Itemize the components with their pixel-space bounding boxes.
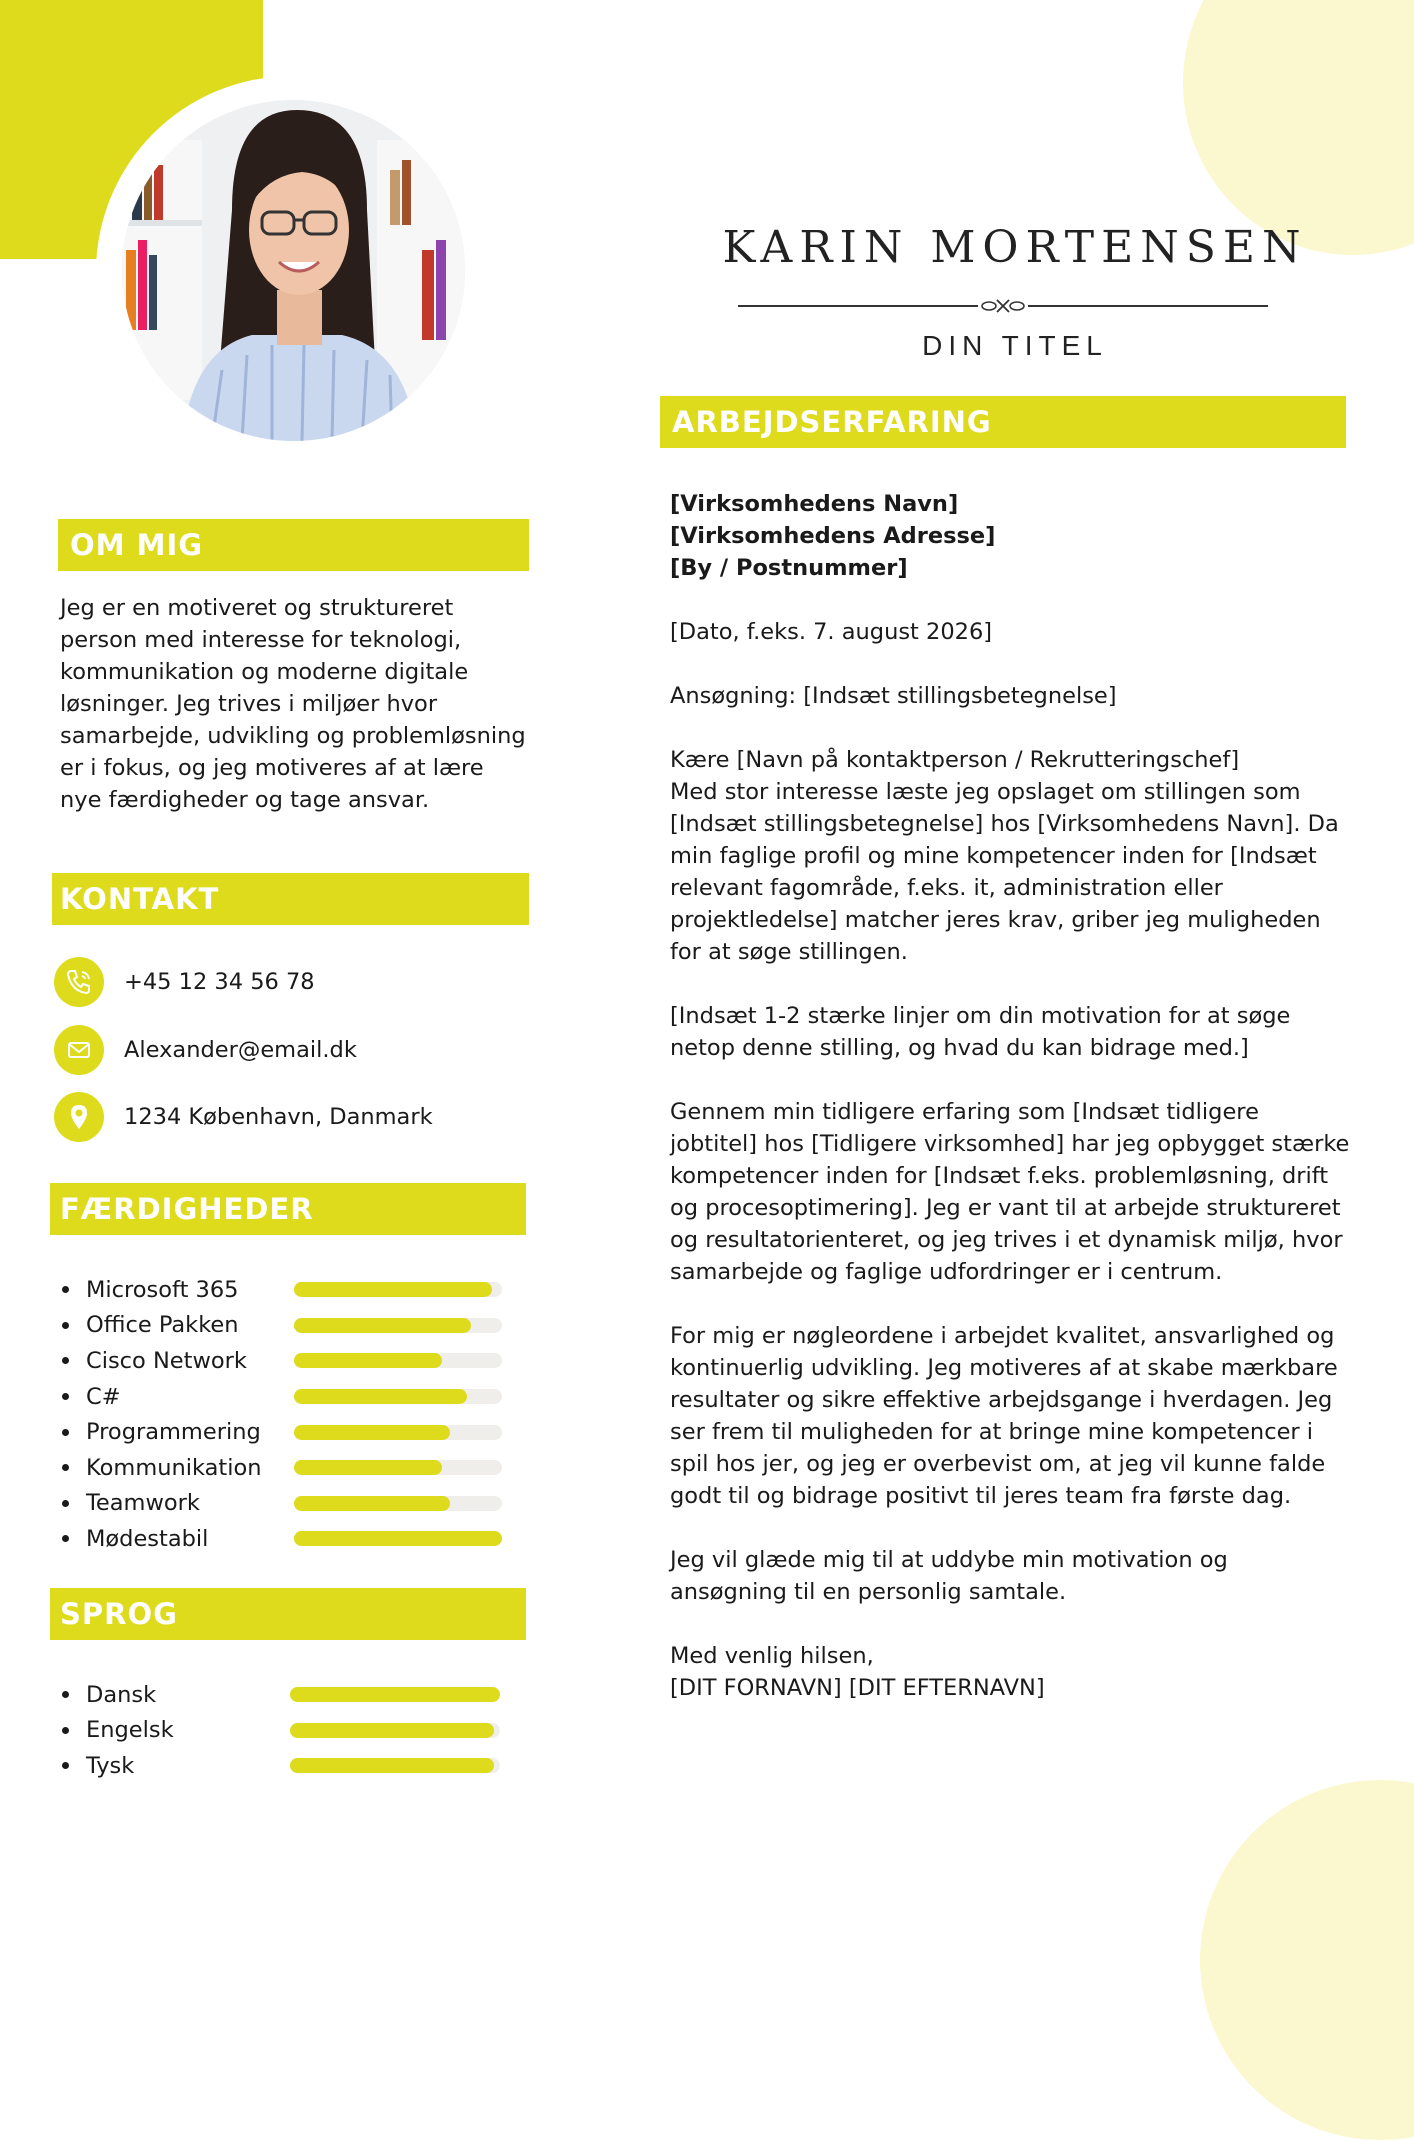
bullet-icon xyxy=(62,1535,69,1542)
person-name: KARIN MORTENSEN xyxy=(722,222,1308,273)
corner-decoration-circle-bottom xyxy=(1200,1780,1414,2140)
contact-email-text: Alexander@email.dk xyxy=(124,1037,357,1063)
language-level-fill xyxy=(290,1758,494,1773)
phone-icon xyxy=(54,957,104,1007)
skills-list xyxy=(58,1272,508,1557)
skill-label: Kommunikation xyxy=(86,1454,262,1481)
language-item xyxy=(58,1677,508,1713)
letter-company-block: [Virksomhedens Navn] [Virksomhedens Adresse] [By / Postnummer] xyxy=(670,491,996,581)
skill-level-bar xyxy=(294,1531,502,1546)
bullet-icon xyxy=(62,1357,69,1364)
language-item xyxy=(58,1713,508,1749)
bullet-icon xyxy=(62,1500,69,1507)
skill-item xyxy=(58,1379,508,1415)
section-header-about: OM MIG xyxy=(58,519,529,571)
skill-item xyxy=(58,1308,508,1344)
letter-paragraph-2: [Indsæt 1-2 stærke linjer om din motivation for at søge netop denne stilling, og hvad du kan bidrage med.] xyxy=(670,1003,1291,1061)
language-level-bar xyxy=(290,1758,500,1773)
envelope-icon xyxy=(54,1025,104,1075)
letter-subject: Ansøgning: [Indsæt stillingsbetegnelse] xyxy=(670,683,1117,709)
person-title: DIN TITEL xyxy=(922,330,1108,361)
cover-letter xyxy=(670,488,1350,1736)
languages-list xyxy=(58,1677,508,1784)
skill-level-bar xyxy=(294,1496,502,1511)
skill-level-fill xyxy=(294,1496,450,1511)
letter-paragraph-5: Jeg vil glæde mig til at uddybe min motivation og ansøgning til en personlig samtale. xyxy=(670,1547,1228,1605)
skill-label: Cisco Network xyxy=(86,1347,247,1374)
section-header-languages: SPROG xyxy=(50,1588,526,1640)
contact-email xyxy=(54,1023,357,1077)
location-pin-icon xyxy=(54,1092,104,1142)
letter-closing: Med venlig hilsen, [DIT FORNAVN] [DIT EFTERNAVN] xyxy=(670,1643,1045,1701)
skill-label: Office Pakken xyxy=(86,1312,239,1339)
bullet-icon xyxy=(62,1762,69,1769)
language-label: Tysk xyxy=(86,1752,135,1779)
skill-level-fill xyxy=(294,1282,492,1297)
bullet-icon xyxy=(62,1464,69,1471)
language-label: Dansk xyxy=(86,1681,157,1708)
ornament-divider-icon xyxy=(738,296,1268,316)
language-level-bar xyxy=(290,1723,500,1738)
letter-date: [Dato, f.eks. 7. august 2026] xyxy=(670,619,993,645)
skill-label: Microsoft 365 xyxy=(86,1276,239,1303)
language-level-fill xyxy=(290,1687,500,1702)
skill-item xyxy=(58,1414,508,1450)
profile-photo xyxy=(122,100,465,441)
skill-level-fill xyxy=(294,1353,442,1368)
skill-item xyxy=(58,1450,508,1486)
language-level-fill xyxy=(290,1723,494,1738)
contact-address-text: 1234 København, Danmark xyxy=(124,1104,433,1130)
bullet-icon xyxy=(62,1286,69,1293)
skill-item xyxy=(58,1521,508,1557)
bullet-icon xyxy=(62,1691,69,1698)
section-header-contact: KONTAKT xyxy=(52,873,529,925)
bullet-icon xyxy=(62,1727,69,1734)
skill-level-bar xyxy=(294,1318,502,1333)
letter-paragraph-1: Kære [Navn på kontaktperson / Rekrutteringschef] Med stor interesse læste jeg opslaget om stillingen som [Indsæt stillingsbetegnelse] hos [Virksomhedens Navn]. Da min faglige profil og mine kompetencer inden for [Indsæt relevant fagområde, f.eks. it, administration eller projektledelse] matcher jeres krav, griber jeg muligheden for at søge stillingen. xyxy=(670,747,1339,965)
skill-level-fill xyxy=(294,1531,502,1546)
skill-label: Programmering xyxy=(86,1419,261,1446)
skill-level-bar xyxy=(294,1389,502,1404)
section-header-skills: FÆRDIGHEDER xyxy=(50,1183,526,1235)
contact-address xyxy=(54,1090,433,1144)
skill-label: Teamwork xyxy=(86,1490,200,1517)
skill-level-bar xyxy=(294,1282,502,1297)
bullet-icon xyxy=(62,1393,69,1400)
skill-level-bar xyxy=(294,1425,502,1440)
skill-level-bar xyxy=(294,1353,502,1368)
language-label: Engelsk xyxy=(86,1717,174,1744)
skill-label: Mødestabil xyxy=(86,1525,209,1552)
bullet-icon xyxy=(62,1429,69,1436)
skill-level-fill xyxy=(294,1318,471,1333)
letter-paragraph-3: Gennem min tidligere erfaring som [Indsæt tidligere jobtitel] hos [Tidligere virksomhed] har jeg opbygget stærke kompetencer inden for [Indsæt f.eks. problemløsning, drift og procesoptimering]. Jeg er vant til at arbejde struktureret og resultatorienteret, og jeg trives i et dynamisk miljø, hvor samarbejde og faglige udfordringer er i centrum. xyxy=(670,1099,1350,1285)
about-text: Jeg er en motiveret og struktureret person med interesse for teknologi, kommunikation og moderne digitale løsninger. Jeg trives i miljøer hvor samarbejde, udvikling og problemløsning er i fokus, og jeg motiveres af at lære nye færdigheder og tage ansvar. xyxy=(60,595,526,813)
skill-item xyxy=(58,1272,508,1308)
corner-decoration-circle-top xyxy=(1183,0,1414,255)
language-item xyxy=(58,1748,508,1784)
bullet-icon xyxy=(62,1322,69,1329)
contact-phone xyxy=(54,955,315,1009)
skill-level-fill xyxy=(294,1425,450,1440)
letter-paragraph-4: For mig er nøgleordene i arbejdet kvalitet, ansvarlighed og kontinuerlig udvikling. Jeg motiveres af at skabe mærkbare resultater og sikre effektive arbejdsgange i hverdagen. Jeg ser frem til muligheden for at bringe mine kompetencer i spil hos jer, og jeg er overbevist om, at jeg vil kunne falde godt til og bidrage positivt til jeres team fra første dag. xyxy=(670,1323,1338,1509)
skill-item xyxy=(58,1486,508,1522)
contact-phone-text: +45 12 34 56 78 xyxy=(124,969,315,995)
skill-level-bar xyxy=(294,1460,502,1475)
language-level-bar xyxy=(290,1687,500,1702)
skill-label: C# xyxy=(86,1383,121,1410)
section-header-experience: ARBEJDSERFARING xyxy=(660,396,1346,448)
profile-photo-illustration xyxy=(122,100,465,441)
skill-item xyxy=(58,1343,508,1379)
skill-level-fill xyxy=(294,1460,442,1475)
skill-level-fill xyxy=(294,1389,467,1404)
